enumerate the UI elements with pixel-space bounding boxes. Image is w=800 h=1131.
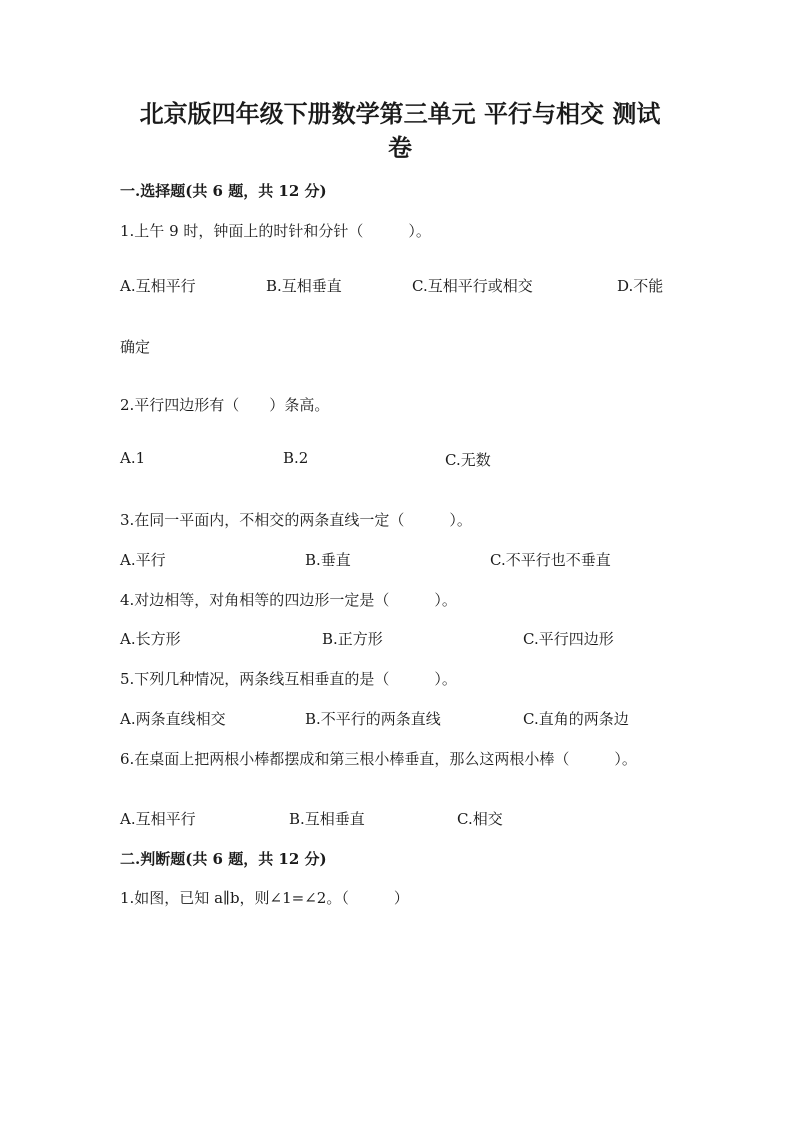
question-5-option-a: A.两条直线相交 — [120, 710, 226, 728]
question-6-option-c: C.相交 — [457, 810, 503, 828]
question-3-option-c: C.不平行也不垂直 — [490, 551, 611, 569]
question-3-option-a: A.平行 — [120, 551, 166, 569]
question-1-option-a: A.互相平行 — [120, 277, 196, 295]
question-6-stem: 6.在桌面上把两根小棒都摆成和第三根小棒垂直，那么这两根小棒（ ）。 — [120, 750, 637, 768]
question-6-option-b: B.互相垂直 — [289, 810, 365, 828]
question-2-option-c: C.无数 — [445, 451, 491, 469]
question-5-option-c: C.直角的两条边 — [523, 710, 629, 728]
question-5-option-b: B.不平行的两条直线 — [305, 710, 441, 728]
question-2-option-a: A.1 — [120, 449, 146, 467]
question-2-option-b: B.2 — [283, 449, 309, 467]
question-1-option-d-continuation: 确定 — [120, 338, 151, 356]
page-title-line-2: 卷 — [388, 133, 412, 162]
question-5-stem: 5.下列几种情况，两条线互相垂直的是（ ）。 — [120, 670, 457, 688]
question-2-stem: 2.平行四边形有（ ）条高。 — [120, 396, 330, 414]
question-4-option-c: C.平行四边形 — [523, 630, 614, 648]
page-title-line-1: 北京版四年级下册数学第三单元 平行与相交 测试 — [139, 99, 661, 128]
question-1-option-c: C.互相平行或相交 — [412, 277, 533, 295]
question-1-option-d: D.不能 — [617, 277, 664, 295]
judge-question-1-stem: 1.如图，已知 a∥b，则∠1=∠2。（ ） — [120, 889, 409, 907]
question-4-stem: 4.对边相等，对角相等的四边形一定是（ ）。 — [120, 591, 457, 609]
question-1-option-b: B.互相垂直 — [266, 277, 342, 295]
question-4-option-a: A.长方形 — [120, 630, 181, 648]
question-3-option-b: B.垂直 — [305, 551, 351, 569]
question-1-stem: 1.上午 9 时，钟面上的时针和分针（ ）。 — [120, 222, 431, 240]
question-3-stem: 3.在同一平面内，不相交的两条直线一定（ ）。 — [120, 511, 472, 529]
question-4-option-b: B.正方形 — [322, 630, 383, 648]
section-heading-judge: 二.判断题(共 6 题，共 12 分) — [120, 850, 327, 868]
question-6-option-a: A.互相平行 — [120, 810, 196, 828]
section-heading-choice: 一.选择题(共 6 题，共 12 分) — [120, 182, 327, 200]
